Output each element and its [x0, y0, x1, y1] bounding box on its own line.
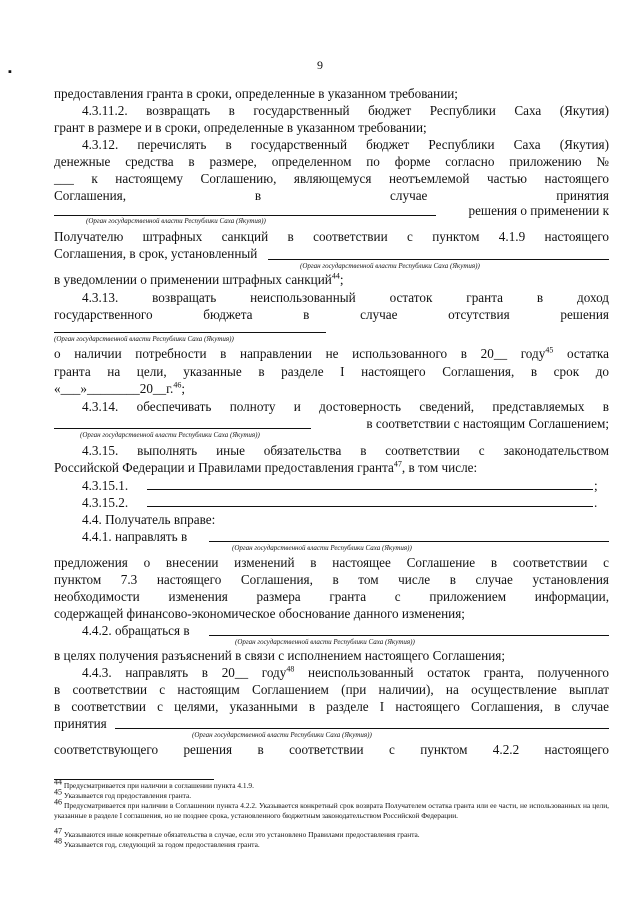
- footnote-ref-46: 46: [173, 380, 182, 390]
- clause-4-4-2: 4.4.2. обращаться в: [82, 623, 190, 638]
- clause-4-4-3: [82, 665, 609, 681]
- clause-4-3-15-2: 4.3.15.2.: [82, 495, 129, 510]
- line-03: грант в размере и в сроки, определенные в указанном требовании;: [54, 120, 427, 135]
- line-20: [54, 460, 609, 476]
- caption-authority-3: (Орган государственной власти Республики Саха (Якутия)): [54, 335, 234, 343]
- clause-4-3-15: 4.3.15. выполнять иные обязательства в соответствии с законодательством: [82, 443, 609, 458]
- blank-authority-7: [115, 728, 609, 729]
- footnote-44: [54, 777, 609, 791]
- line-15: гранта на цели, указанные в разделе I настоящего Соглашения, в срок до: [54, 364, 609, 379]
- footnote-44-number: 44: [54, 777, 62, 787]
- footnote-47-number: 47: [54, 826, 62, 836]
- footnote-ref-44: 44: [331, 271, 340, 281]
- scan-mark: ▪: [8, 66, 12, 78]
- line-07: Соглашения, в случае принятия: [54, 188, 609, 203]
- line-33: в соответствии с целями, указанными в разделе I настоящего Соглашения, в случае: [54, 699, 609, 714]
- line-27: необходимости изменения размера гранта с приложением информации,: [54, 589, 609, 604]
- line-06: ___ к настоящему Соглашению, являющемуся неотъемлемой частью настоящего: [54, 171, 609, 186]
- line-21-end: ;: [594, 478, 598, 493]
- line-14-text: о наличии потребности в направлении не использованного в 20__ году: [54, 346, 546, 361]
- blank-authority-3: [54, 332, 326, 333]
- blank-authority-6: [209, 635, 609, 636]
- caption-authority-2: (Орган государственной власти Республики Саха (Якутия)): [300, 262, 480, 270]
- footnote-48-text: Указывается год, следующий за годом предоставления гранта.: [63, 840, 260, 849]
- blank-authority-4: [54, 428, 311, 429]
- line-16-text: «___»________20__г.: [54, 381, 174, 396]
- clause-4-3-14: 4.3.14. обеспечивать полноту и достоверность сведений, представляемых в: [82, 399, 609, 414]
- line-31-text: 4.4.3. направлять в 20__ году: [82, 665, 287, 680]
- blank-authority-2: [268, 259, 609, 260]
- line-16: [54, 381, 609, 397]
- line-01: предоставления гранта в сроки, определенные в указанном требовании;: [54, 86, 458, 101]
- line-22-end: .: [594, 495, 598, 510]
- line-35: соответствующего решения в соответствии с пунктом 4.2.2 настоящего: [54, 742, 609, 757]
- footnote-46: [54, 797, 609, 820]
- footnote-45-text: Указывается год предоставления гранта.: [63, 791, 192, 800]
- footnote-45-number: 45: [54, 787, 62, 797]
- clause-4-3-15-1: 4.3.15.1.: [82, 478, 129, 493]
- blank-authority-1: [54, 215, 436, 216]
- line-34: принятия: [54, 716, 107, 731]
- line-10: Соглашения, в срок, установленный: [54, 246, 258, 261]
- footnote-46-text: Предусматривается при наличии в Соглашении пункта 4.2.2. Указывается конкретный срок возврата Получателем остатка гранта или ее части, не использованных на цели, указанные в разделе I соглашения, но не позднее срока, установленного бюджетным законодательством Российской Федерации.: [54, 801, 609, 820]
- line-31-end: неиспользованный остаток гранта, полученного: [294, 665, 609, 680]
- footnote-47-text: Указываются иные конкретные обязательства в случае, если это установлено Правилами предоставления гранта.: [63, 830, 420, 839]
- footnote-47: [54, 826, 609, 840]
- caption-authority-1: (Орган государственной власти Республики Саха (Якутия)): [86, 217, 266, 225]
- clause-4-3-11-2: 4.3.11.2. возвращать в государственный бюджет Республики Саха (Якутия): [82, 103, 609, 118]
- line-11: [54, 272, 609, 288]
- clause-4-3-13: 4.3.13. возвращать неиспользованный остаток гранта в доход: [82, 290, 609, 305]
- line-09: Получателю штрафных санкций в соответствии с пунктом 4.1.9 настоящего: [54, 229, 609, 244]
- line-14-end: остатка: [553, 346, 609, 361]
- line-32: в соответствии с настоящим Соглашением (при наличии), на осуществление выплат: [54, 682, 609, 697]
- footnote-ref-45: 45: [545, 345, 554, 355]
- footnote-separator: [54, 779, 214, 780]
- footnote-48-number: 48: [54, 836, 62, 846]
- line-30: в целях получения разъяснений в связи с исполнением настоящего Соглашения;: [54, 648, 505, 663]
- line-20-text: Российской Федерации и Правилами предоставления гранта: [54, 460, 394, 475]
- line-11-text: в уведомлении о применении штрафных санкций: [54, 272, 332, 287]
- line-20-end: , в том числе:: [401, 460, 478, 475]
- line-05: денежные средства в размере, определенном по форме согласно приложению №: [54, 154, 609, 169]
- footnote-ref-48: 48: [286, 664, 295, 674]
- line-26: пунктом 7.3 настоящего Соглашения, в том числе в случае установления: [54, 572, 609, 587]
- footnote-48: [54, 836, 609, 850]
- page-number: 9: [317, 58, 323, 72]
- line-28: содержащей финансово-экономическое обоснование данного изменения;: [54, 606, 465, 621]
- footnote-ref-47: 47: [393, 459, 402, 469]
- line-14: [54, 346, 609, 362]
- line-11-end: ;: [339, 272, 344, 287]
- caption-authority-6: (Орган государственной власти Республики Саха (Якутия)): [235, 638, 415, 646]
- blank-4-3-15-1: [147, 489, 593, 490]
- caption-authority-5: (Орган государственной власти Республики Саха (Якутия)): [232, 544, 412, 552]
- footnote-44-text: Предусматривается при наличии в соглашении пункта 4.1.9.: [63, 781, 254, 790]
- line-13: государственного бюджета в случае отсутствия решения: [54, 307, 609, 322]
- blank-authority-5: [209, 541, 609, 542]
- caption-authority-4: (Орган государственной власти Республики Саха (Якутия)): [80, 431, 260, 439]
- clause-4-4: 4.4. Получатель вправе:: [82, 512, 216, 527]
- line-16-end: ;: [181, 381, 185, 396]
- line-25: предложения о внесении изменений в настоящее Соглашение в соответствии с: [54, 555, 609, 570]
- caption-authority-7: (Орган государственной власти Республики Саха (Якутия)): [192, 731, 372, 739]
- footnote-46-number: 46: [54, 797, 62, 807]
- line-18-end: в соответствии с настоящим Соглашением;: [366, 416, 609, 431]
- clause-4-3-12: 4.3.12. перечислять в государственный бюджет Республики Саха (Якутия): [82, 137, 609, 152]
- line-08-end: решения о применении к: [468, 203, 609, 218]
- blank-4-3-15-2: [147, 506, 593, 507]
- clause-4-4-1: 4.4.1. направлять в: [82, 529, 188, 544]
- footnote-45: [54, 787, 609, 801]
